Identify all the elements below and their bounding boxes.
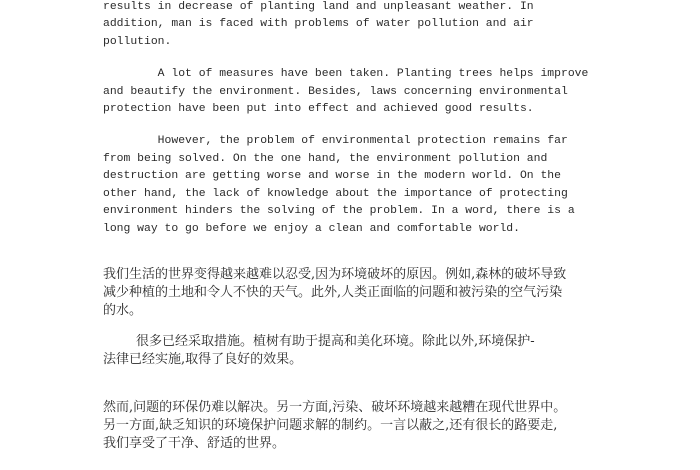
text-line: destruction are getting worse and worse in the modern world. On the	[103, 170, 561, 182]
text-line: 法律已经实施,取得了良好的效果。	[103, 352, 303, 367]
text-line: from being solved. On the one hand, the environment pollution and	[103, 153, 548, 165]
text-line: addition, man is faced with problems of water pollution and air	[103, 18, 534, 30]
text-line: and beautify the environment. Besides, laws concerning environmental	[103, 86, 568, 98]
text-line: long way to go before we enjoy a clean and comfortable world.	[103, 223, 520, 235]
text-line: other hand, the lack of knowledge about the importance of protecting	[103, 188, 568, 200]
text-line: results in decrease of planting land and unpleasant weather. In	[103, 1, 534, 13]
text-line: A lot of measures have been taken. Planting trees helps improve	[103, 68, 589, 80]
text-line: 很多已经采取措施。植树有助于提高和美化环境。除此以外,环境保护-	[103, 334, 535, 349]
text-line: pollution.	[103, 36, 172, 48]
text-line: 的水。	[103, 303, 143, 318]
text-line: environment hinders the solving of the problem. In a word, there is a	[103, 205, 575, 217]
text-line: 减少种植的土地和令人不快的天气。此外,人类正面临的问题和被污染的空气污染	[103, 285, 563, 300]
text-line: 我们生活的世界变得越来越难以忍受,因为环境破坏的原因。例如,森林的破坏导致	[103, 267, 567, 282]
text-line: 我们享受了干净、舒适的世界。	[103, 436, 286, 451]
text-line: protection have been put into effect and achieved good results.	[103, 103, 534, 115]
text-line: 另一方面,缺乏知识的环境保护问题求解的制约。一言以蔽之,还有很长的路要走,	[103, 418, 558, 433]
text-line: However, the problem of environmental protection remains far	[103, 135, 568, 147]
chinese-translation	[103, 0, 591, 470]
text-line: 然而,问题的环保仍难以解决。另一方面,污染、破坏环境越来越糟在现代世界中。	[103, 400, 567, 415]
